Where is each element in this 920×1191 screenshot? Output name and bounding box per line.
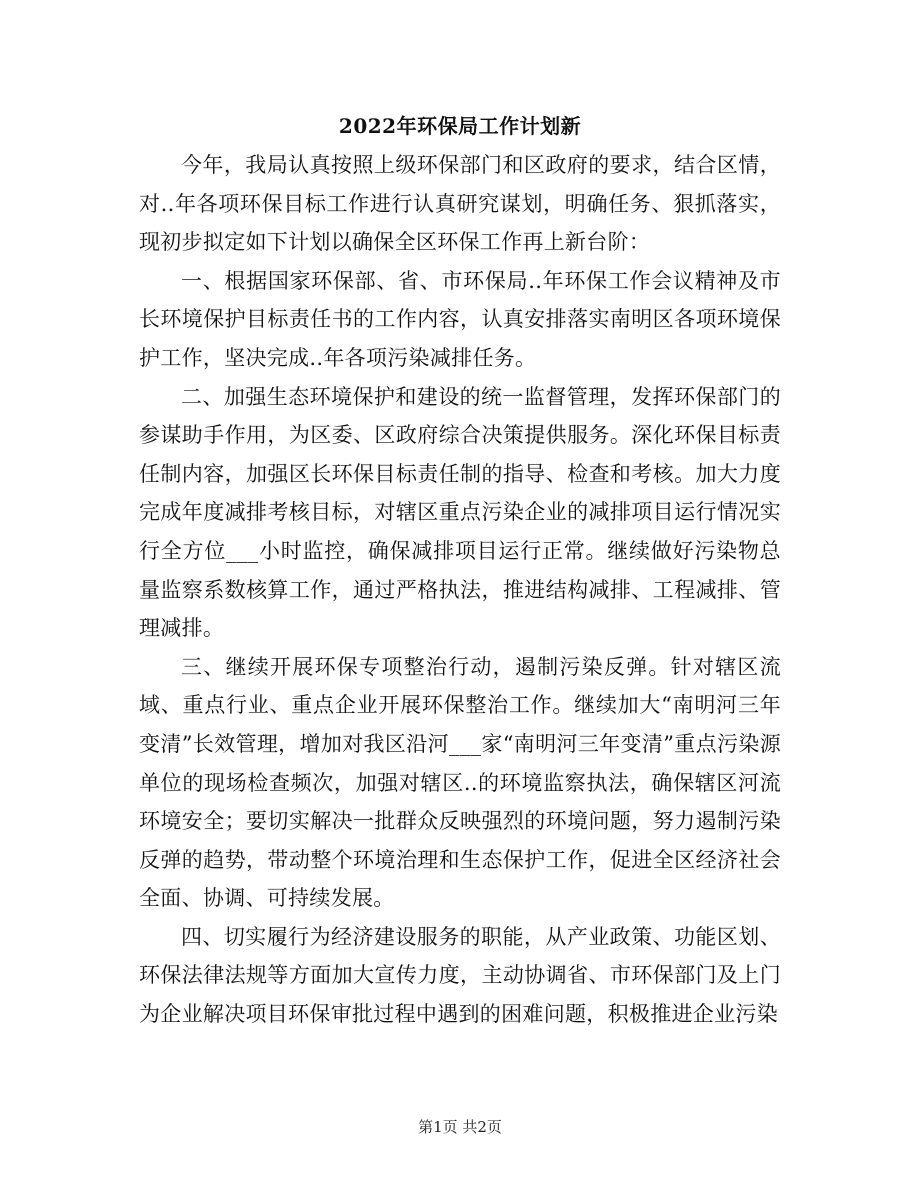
paragraph-item-4: 四、切实履行为经济建设服务的职能，从产业政策、功能区划、环保法律法规等方面加大宣传力度，主动协调省、市环保部门及上门为企业解决项目环保审批过程中遇到的困难问题，积极推进企业污染 bbox=[139, 924, 781, 1027]
paragraph-item-3: 三、继续开展环保专项整治行动，遏制污染反弹。针对辖区流域、重点行业、重点企业开展环保整治工作。继续加大“南明河三年变清”长效管理，增加对我区沿河___家“南明河三年变清”重点污染源单位的现场检查频次，加强对辖区..的环境监察执法，确保辖区河流环境安全；要切实解决一批群众反映强烈的环境问题，努力遏制污染反弹的趋势，带动整个环境治理和生态保护工作，促进全区经济社会全面、协调、可持续发展。 bbox=[139, 654, 781, 911]
paragraph-intro: 今年，我局认真按照上级环保部门和区政府的要求，结合区情，对..年各项环保目标工作进行认真研究谋划，明确任务、狠抓落实，现初步拟定如下计划以确保全区环保工作再上新台阶： bbox=[139, 153, 781, 255]
paragraph-item-1: 一、根据国家环保部、省、市环保局..年环保工作会议精神及市长环境保护目标责任书的工作内容，认真安排落实南明区各项环境保护工作，坚决完成..年各项污染减排任务。 bbox=[139, 268, 781, 370]
document-body bbox=[139, 146, 781, 1034]
page-number-footer: 第1页 共2页 bbox=[418, 1118, 502, 1136]
paragraph-item-2: 二、加强生态环境保护和建设的统一监督管理，发挥环保部门的参谋助手作用，为区委、区政府综合决策提供服务。深化环保目标责任制内容，加强区长环保目标责任制的指导、检查和考核。加大力度完成年度减排考核目标，对辖区重点污染企业的减排项目运行情况实行全方位___小时监控，确保减排项目运行正常。继续做好污染物总量监察系数核算工作，通过严格执法，推进结构减排、工程减排、管理减排。 bbox=[139, 384, 781, 641]
document-title: 2022年环保局工作计划新 bbox=[338, 114, 582, 138]
